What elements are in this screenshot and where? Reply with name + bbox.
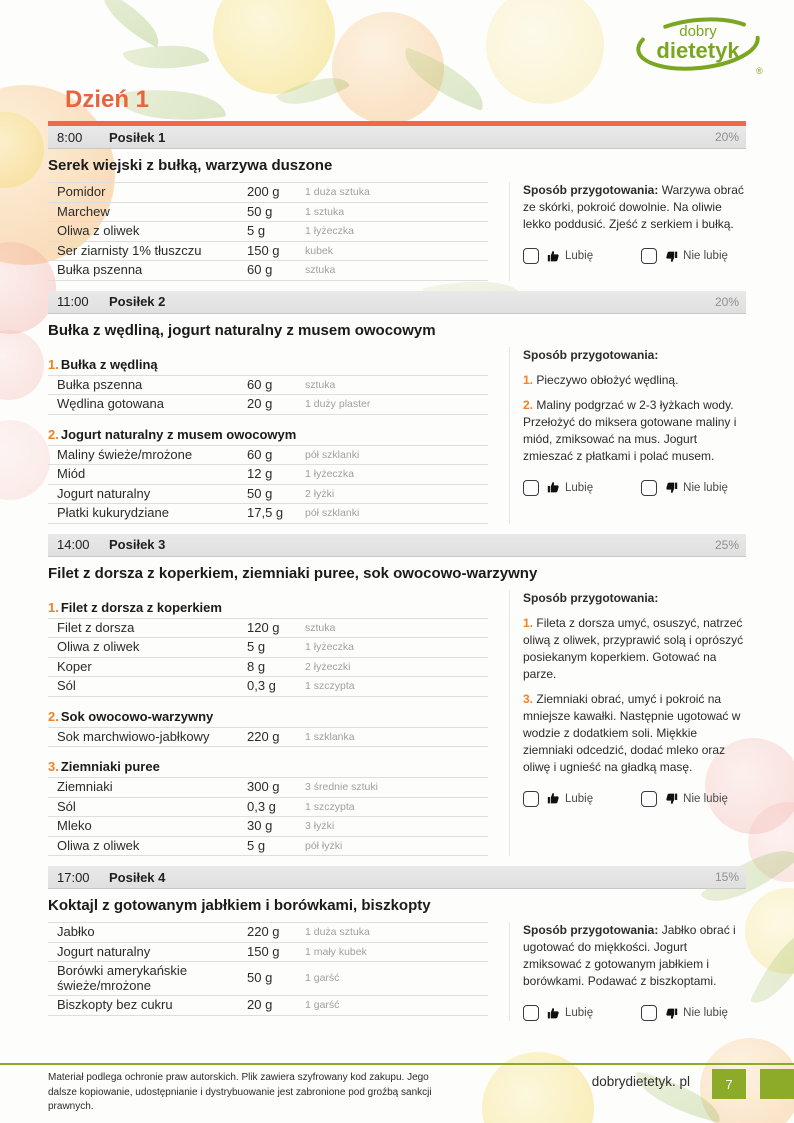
meal-title: Koktajl z gotowanym jabłkiem i borówkami, biszkopty bbox=[48, 897, 431, 914]
ingredient-name: Filet z dorsza bbox=[48, 618, 247, 638]
thumb-up-icon bbox=[547, 481, 560, 494]
thumb-up-icon bbox=[547, 792, 560, 805]
table-row bbox=[48, 778, 488, 798]
ingredient-measure: 1 szczypta bbox=[305, 797, 488, 817]
like-label: Lubię bbox=[565, 1007, 594, 1019]
meal-time: 11:00 bbox=[57, 294, 89, 309]
step-text: Maliny podgrzać w 2-3 łyżkach wody. Przełożyć do miksera gotowane maliny i miód, zmiksować na mus. Jogurt zmieszać z płatkami i polać musem. bbox=[523, 397, 737, 463]
ingredient-measure: 3 średnie sztuki bbox=[305, 778, 488, 798]
ingredient-name: Wędlina gotowana bbox=[48, 395, 247, 415]
ingredient-measure: 1 duża sztuka bbox=[305, 923, 488, 943]
ingredient-amount: 200 g bbox=[247, 183, 305, 203]
ingredient-name: Sok marchwiowo-jabłkowy bbox=[48, 727, 247, 747]
table-row bbox=[48, 618, 488, 638]
ingredient-amount: 5 g bbox=[247, 638, 305, 658]
ingredient-name: Oliwa z oliwek bbox=[48, 638, 247, 658]
group-name: Filet z dorsza z koperkiem bbox=[60, 599, 222, 615]
ingredient-amount: 0,3 g bbox=[247, 797, 305, 817]
ingredient-name: Płatki kukurydziane bbox=[48, 504, 247, 524]
preparation-text bbox=[523, 590, 746, 607]
group-number: 2. bbox=[48, 708, 59, 724]
ingredient-measure: 3 łyżki bbox=[305, 817, 488, 837]
ingredient-measure: 1 mały kubek bbox=[305, 942, 488, 962]
feedback-row bbox=[523, 248, 746, 264]
preparation-step bbox=[523, 615, 746, 683]
ingredient-measure: 1 łyżeczka bbox=[305, 638, 488, 658]
ingredient-name: Miód bbox=[48, 465, 247, 485]
like-option bbox=[523, 1005, 593, 1021]
step-number: 1. bbox=[523, 372, 534, 387]
table-row bbox=[48, 836, 488, 856]
ingredient-measure: 2 łyżeczki bbox=[305, 657, 488, 677]
ingredient-group-header bbox=[48, 357, 500, 372]
group-name: Jogurt naturalny z musem owocowym bbox=[60, 426, 297, 442]
group-name: Sok owocowo-warzywny bbox=[60, 708, 214, 724]
meal-header-bar bbox=[48, 126, 746, 149]
ingredient-group-header bbox=[48, 759, 500, 774]
ingredient-name: Bułka pszenna bbox=[48, 261, 247, 281]
ingredient-measure: 1 szklanka bbox=[305, 727, 488, 747]
ingredient-name: Oliwa z oliwek bbox=[48, 836, 247, 856]
preparation-body: Warzywa obrać ze skórki, pokroić dowolnie. Na oliwie lekko poddusić. Zjeść z serkiem i bułką. bbox=[523, 183, 744, 231]
ingredient-amount: 50 g bbox=[247, 962, 305, 996]
ingredient-measure: pół szklanki bbox=[305, 445, 488, 465]
like-option bbox=[523, 248, 593, 264]
logo-text-top: dobry bbox=[679, 23, 717, 40]
meal-header-bar bbox=[48, 291, 746, 314]
ingredient-measure: 2 łyżki bbox=[305, 484, 488, 504]
table-row bbox=[48, 677, 488, 697]
preparation-label: Sposób przygotowania: bbox=[523, 183, 659, 197]
ingredient-name: Mleko bbox=[48, 817, 247, 837]
thumb-down-icon bbox=[665, 481, 678, 494]
ingredient-measure: sztuka bbox=[305, 618, 488, 638]
ingredient-name: Oliwa z oliwek bbox=[48, 222, 247, 242]
ingredients-table bbox=[48, 445, 488, 524]
preparation-step bbox=[523, 372, 746, 389]
deco-grapefruit bbox=[0, 330, 44, 400]
ingredients-table bbox=[48, 375, 488, 415]
ingredient-amount: 5 g bbox=[247, 222, 305, 242]
ingredient-measure: 1 garść bbox=[305, 962, 488, 996]
group-number: 3. bbox=[48, 759, 59, 774]
ingredient-name: Ser ziarnisty 1% tłuszczu bbox=[48, 241, 247, 261]
ingredient-name: Biszkopty bez cukru bbox=[48, 996, 247, 1016]
ingredient-amount: 50 g bbox=[247, 484, 305, 504]
preparation-text bbox=[523, 922, 746, 990]
ingredient-group-header bbox=[48, 709, 500, 724]
like-checkbox[interactable] bbox=[523, 1005, 539, 1021]
table-row bbox=[48, 504, 488, 524]
meal-section-4 bbox=[48, 866, 746, 1021]
footer-divider bbox=[0, 1063, 794, 1065]
like-option bbox=[523, 791, 593, 807]
table-row bbox=[48, 261, 488, 281]
meal-percent: 15% bbox=[714, 870, 739, 884]
meal-section-3 bbox=[48, 534, 746, 857]
ingredient-name: Sól bbox=[48, 797, 247, 817]
dislike-label: Nie lubię bbox=[683, 481, 728, 494]
meal-section-2 bbox=[48, 291, 746, 524]
table-row bbox=[48, 445, 488, 465]
page-title: Dzień 1 bbox=[65, 86, 150, 113]
dislike-option bbox=[641, 480, 728, 496]
ingredient-amount: 30 g bbox=[247, 817, 305, 837]
like-label: Lubię bbox=[565, 481, 594, 494]
ingredients-table bbox=[48, 182, 488, 281]
like-option bbox=[523, 480, 593, 496]
ingredient-measure: 1 duża sztuka bbox=[305, 183, 488, 203]
ingredient-amount: 17,5 g bbox=[247, 504, 305, 524]
thumb-up-icon bbox=[547, 250, 560, 263]
group-number: 2. bbox=[48, 426, 59, 442]
meal-title: Filet z dorsza z koperkiem, ziemniaki puree, sok owocowo-warzywny bbox=[48, 564, 538, 582]
feedback-row bbox=[523, 791, 746, 807]
ingredient-name: Koper bbox=[48, 657, 247, 677]
ingredient-name: Jogurt naturalny bbox=[48, 484, 247, 504]
group-name: Bułka z wędliną bbox=[60, 356, 158, 372]
table-row bbox=[48, 638, 488, 658]
table-row bbox=[48, 923, 488, 943]
deco-lemon bbox=[745, 888, 794, 974]
meal-header-bar bbox=[48, 534, 746, 557]
dislike-checkbox[interactable] bbox=[641, 791, 657, 807]
ingredient-amount: 60 g bbox=[247, 375, 305, 395]
ingredient-name: Bułka pszenna bbox=[48, 375, 247, 395]
preparation-step bbox=[523, 691, 746, 776]
dislike-option bbox=[641, 791, 728, 807]
meal-name: Posiłek 3 bbox=[109, 537, 166, 552]
ingredient-name: Jogurt naturalny bbox=[48, 942, 247, 962]
logo-registered-mark: ® bbox=[756, 66, 763, 76]
table-row bbox=[48, 817, 488, 837]
meal-name: Posiłek 1 bbox=[109, 129, 166, 145]
dislike-option bbox=[641, 248, 728, 264]
ingredient-name: Maliny świeże/mrożone bbox=[48, 445, 247, 465]
meal-percent: 25% bbox=[714, 537, 739, 552]
ingredient-measure: 1 duży plaster bbox=[305, 395, 488, 415]
table-row bbox=[48, 942, 488, 962]
dislike-label: Nie lubię bbox=[683, 792, 728, 805]
feedback-row bbox=[523, 480, 746, 496]
logo-text-bottom: dietetyk bbox=[656, 38, 740, 63]
ingredient-measure: 1 łyżeczka bbox=[305, 465, 488, 485]
table-row bbox=[48, 797, 488, 817]
dislike-option bbox=[641, 1005, 728, 1021]
deco-grapefruit-slice bbox=[748, 802, 794, 882]
table-row bbox=[48, 375, 488, 395]
table-row bbox=[48, 202, 488, 222]
meal-time: 14:00 bbox=[57, 537, 90, 552]
ingredient-amount: 50 g bbox=[247, 202, 305, 222]
preparation-label: Sposób przygotowania: bbox=[523, 590, 659, 605]
like-checkbox[interactable] bbox=[523, 791, 539, 807]
ingredient-group-header bbox=[48, 427, 500, 442]
footer-edge-block bbox=[760, 1069, 794, 1099]
thumb-up-icon bbox=[547, 1007, 560, 1020]
table-row bbox=[48, 222, 488, 242]
step-text: Pieczywo obłożyć wędliną. bbox=[536, 372, 679, 387]
preparation-body: Jabłko obrać i ugotować do miękkości. Jogurt zmiksować z gotowanym jabłkiem i borówkami. Podawać z biszkoptami. bbox=[523, 923, 736, 988]
ingredient-amount: 0,3 g bbox=[247, 677, 305, 697]
ingredients-table bbox=[48, 618, 488, 697]
preparation-text bbox=[523, 347, 746, 364]
ingredient-amount: 150 g bbox=[247, 241, 305, 261]
table-row bbox=[48, 183, 488, 203]
ingredient-amount: 60 g bbox=[247, 445, 305, 465]
ingredient-amount: 220 g bbox=[247, 923, 305, 943]
ingredient-amount: 20 g bbox=[247, 395, 305, 415]
dislike-checkbox[interactable] bbox=[641, 480, 657, 496]
meal-name: Posiłek 4 bbox=[109, 869, 166, 885]
group-number: 1. bbox=[48, 599, 59, 615]
ingredient-measure: pół szklanki bbox=[305, 504, 488, 524]
like-checkbox[interactable] bbox=[523, 480, 539, 496]
ingredient-amount: 12 g bbox=[247, 465, 305, 485]
table-row bbox=[48, 395, 488, 415]
meal-time: 17:00 bbox=[57, 869, 90, 885]
group-name: Ziemniaki puree bbox=[60, 759, 160, 774]
ingredient-measure: 1 garść bbox=[305, 996, 488, 1016]
ingredient-amount: 20 g bbox=[247, 996, 305, 1016]
like-checkbox[interactable] bbox=[523, 248, 539, 264]
ingredient-amount: 150 g bbox=[247, 942, 305, 962]
table-row bbox=[48, 727, 488, 747]
meal-name: Posiłek 2 bbox=[109, 294, 166, 309]
page-footer bbox=[0, 1063, 794, 1112]
step-text: Fileta z dorsza umyć, osuszyć, natrzeć oliwą z oliwek, przyprawić solą i oprószyć posiekanym koperkiem. Gotować na parze. bbox=[523, 615, 744, 681]
ingredient-measure: kubek bbox=[305, 241, 488, 261]
meal-title: Serek wiejski z bułką, warzywa duszone bbox=[48, 157, 333, 174]
ingredient-name: Ziemniaki bbox=[48, 778, 247, 798]
ingredient-amount: 60 g bbox=[247, 261, 305, 281]
table-row bbox=[48, 657, 488, 677]
ingredient-amount: 8 g bbox=[247, 657, 305, 677]
ingredient-measure: sztuka bbox=[305, 375, 488, 395]
ingredient-name: Borówki amerykańskie świeże/mrożone bbox=[48, 962, 247, 996]
ingredient-name: Pomidor bbox=[48, 183, 247, 203]
dislike-label: Nie lubię bbox=[683, 250, 728, 262]
ingredient-measure: sztuka bbox=[305, 261, 488, 281]
ingredients-table bbox=[48, 777, 488, 856]
ingredient-name: Sól bbox=[48, 677, 247, 697]
website-url: dobrydietetyk. pl bbox=[591, 1074, 690, 1089]
table-row bbox=[48, 241, 488, 261]
ingredient-name: Marchew bbox=[48, 202, 247, 222]
page-number-badge: 7 bbox=[712, 1069, 746, 1099]
ingredient-name: Jabłko bbox=[48, 923, 247, 943]
deco-leaf bbox=[750, 918, 794, 1015]
ingredient-measure: 1 szczypta bbox=[305, 677, 488, 697]
meal-percent: 20% bbox=[714, 294, 739, 309]
meal-header-bar bbox=[48, 866, 746, 889]
meal-section-1 bbox=[48, 126, 746, 281]
meal-time: 8:00 bbox=[57, 129, 83, 145]
preparation-label: Sposób przygotowania: bbox=[523, 923, 659, 937]
step-number: 1. bbox=[523, 615, 534, 630]
ingredient-measure: pół łyżki bbox=[305, 836, 488, 856]
table-row bbox=[48, 465, 488, 485]
ingredient-amount: 120 g bbox=[247, 618, 305, 638]
ingredients-table bbox=[48, 727, 488, 748]
ingredient-amount: 300 g bbox=[247, 778, 305, 798]
meal-title: Bułka z wędliną, jogurt naturalny z musem owocowym bbox=[48, 321, 436, 339]
dislike-checkbox[interactable] bbox=[641, 1005, 657, 1021]
feedback-row bbox=[523, 1005, 746, 1021]
ingredients-table bbox=[48, 922, 488, 1016]
ingredient-amount: 220 g bbox=[247, 727, 305, 747]
table-row bbox=[48, 962, 488, 996]
deco-lemon-slice bbox=[0, 112, 44, 188]
ingredient-group-header bbox=[48, 600, 500, 615]
step-number: 3. bbox=[523, 691, 534, 706]
meal-percent: 20% bbox=[714, 130, 739, 144]
preparation-text bbox=[523, 182, 746, 233]
thumb-down-icon bbox=[665, 792, 678, 805]
thumb-down-icon bbox=[665, 250, 678, 263]
copyright-notice: Materiał podlega ochronie praw autorskich. Plik zawiera szyfrowany kod zakupu. Jego dalsze kopiowanie, udostępnianie i dystrybuowanie jest zabronione pod groźbą sankcji prawnych. bbox=[48, 1072, 432, 1112]
table-row bbox=[48, 996, 488, 1016]
table-row bbox=[48, 484, 488, 504]
deco-flower bbox=[0, 420, 50, 500]
ingredient-measure: 1 sztuka bbox=[305, 202, 488, 222]
dislike-label: Nie lubię bbox=[683, 1007, 728, 1019]
thumb-down-icon bbox=[665, 1007, 678, 1020]
like-label: Lubię bbox=[565, 792, 594, 805]
step-number: 2. bbox=[523, 397, 534, 412]
step-text: Ziemniaki obrać, umyć i pokroić na mniejsze kawałki. Następnie ugotować w wodzie z dodatkiem soli. Miękkie ziemniaki odcedzić, dodać mleko oraz oliwę i ugnieść na gładką masę. bbox=[523, 691, 741, 774]
ingredient-amount: 5 g bbox=[247, 836, 305, 856]
like-label: Lubię bbox=[565, 250, 594, 262]
preparation-step bbox=[523, 397, 746, 465]
preparation-label: Sposób przygotowania: bbox=[523, 347, 659, 362]
ingredient-measure: 1 łyżeczka bbox=[305, 222, 488, 242]
dislike-checkbox[interactable] bbox=[641, 248, 657, 264]
group-number: 1. bbox=[48, 356, 59, 372]
